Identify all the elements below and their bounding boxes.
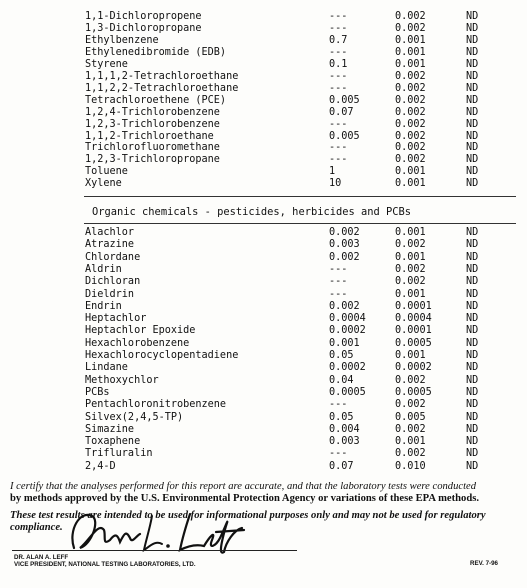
disclaimer-line-1: These test results are intended to be used for informational purposes only and may not be used for regulatory (10, 510, 486, 521)
mcl-value: ND (466, 325, 479, 337)
detected-level: 0.05 (329, 350, 354, 361)
mcl-value: ND (466, 300, 479, 312)
chemical-name: Trichlorofluoromethane (85, 142, 220, 154)
mcl-value: ND (466, 386, 479, 398)
detected-level: 0.002 (329, 251, 360, 263)
detected-level: --- (329, 288, 348, 300)
mcl-value: ND (466, 399, 479, 411)
section-rule-top (84, 196, 516, 197)
chemical-name: 1,3-Dichloropropane (85, 22, 202, 34)
detected-level: 0.07 (329, 460, 354, 472)
detected-level: --- (329, 22, 348, 34)
chemical-name: 2,4-D (85, 460, 116, 472)
mcl-value: ND (466, 374, 479, 386)
chemical-name: 1,2,3-Trichloropropane (85, 154, 220, 166)
chemical-name: Silvex(2,4,5-TP) (85, 411, 184, 423)
mcl-value: ND (466, 94, 479, 106)
certification-line-1: I certify that the analyses performed for this report are accurate, and that the laboratory tests were conducted (10, 481, 477, 492)
table-row (0, 313, 527, 325)
table-row (0, 71, 527, 83)
mcl-value: ND (466, 130, 479, 142)
mcl-value: ND (466, 362, 479, 374)
detected-level: 0.04 (329, 374, 354, 386)
table-row (0, 23, 527, 35)
mcl-value: ND (466, 276, 479, 288)
mcl-value: ND (466, 263, 479, 275)
table-row (0, 59, 527, 71)
table-row (0, 276, 527, 288)
handwritten-signature (66, 500, 266, 560)
chemical-name: Pentachloronitrobenzene (85, 399, 227, 411)
mcl-value: ND (466, 82, 479, 94)
mcl-value: ND (466, 166, 479, 178)
table-row (0, 166, 527, 178)
detection-limit: 0.002 (395, 118, 426, 130)
detection-limit: 0.001 (395, 288, 426, 300)
chemical-name: Chlordane (85, 251, 141, 263)
signer-title: VICE PRESIDENT, NATIONAL TESTING LABORATORIES, LTD. (14, 561, 196, 568)
mcl-value: ND (466, 313, 479, 325)
detection-limit: 0.001 (395, 436, 426, 448)
detection-limit: 0.002 (395, 154, 426, 166)
chemical-name: Atrazine (85, 239, 135, 251)
table-row (0, 350, 527, 362)
chemical-name: PCBs (85, 386, 110, 398)
table-row (0, 11, 527, 23)
chemical-name: Ethylenedibromide (EDB) (85, 46, 227, 58)
table-row (0, 142, 527, 154)
chemical-name: Lindane (85, 362, 128, 374)
table-row (0, 325, 527, 337)
mcl-value: ND (466, 34, 479, 46)
chemical-name: Heptachlor (85, 313, 147, 325)
detected-level: 0.0004 (329, 313, 366, 325)
detection-limit: 0.0004 (395, 313, 432, 325)
detected-level: --- (329, 263, 348, 275)
mcl-value: ND (466, 227, 479, 238)
detection-limit: 0.002 (395, 82, 426, 94)
detected-level: 1 (329, 166, 336, 178)
chemical-name: Tetrachloroethene (PCE) (85, 94, 227, 106)
disclaimer-line-2: compliance. (10, 522, 63, 533)
mcl-value: ND (466, 46, 479, 58)
detection-limit: 0.0001 (395, 300, 432, 312)
detection-limit: 0.001 (395, 166, 426, 178)
detected-level: --- (329, 448, 348, 460)
table-row (0, 387, 527, 399)
chemical-name: Heptachlor Epoxide (85, 325, 196, 337)
detected-level: 0.002 (329, 227, 360, 238)
table-row (0, 375, 527, 387)
detected-level: --- (329, 118, 348, 130)
detection-limit: 0.001 (395, 46, 426, 58)
chemical-name: 1,2,4-Trichlorobenzene (85, 106, 220, 118)
table-row (0, 412, 527, 424)
detected-level: 0.003 (329, 436, 360, 448)
chemical-name: 1,1-Dichloropropene (85, 11, 202, 22)
table-row (0, 35, 527, 47)
detected-level: --- (329, 70, 348, 82)
detection-limit: 0.002 (395, 263, 426, 275)
detected-level: 0.005 (329, 94, 360, 106)
mcl-value: ND (466, 118, 479, 130)
table-row (0, 436, 527, 448)
mcl-value: ND (466, 154, 479, 166)
mcl-value: ND (466, 448, 479, 460)
detection-limit: 0.002 (395, 276, 426, 288)
certification-line-2: by methods approved by the U.S. Environmental Protection Agency or variations of these EPA methods. (10, 493, 479, 504)
table-row (0, 47, 527, 59)
table-row (0, 301, 527, 313)
table-row (0, 83, 527, 95)
table-row (0, 227, 527, 239)
detected-level: --- (329, 154, 348, 166)
table-row (0, 448, 527, 460)
mcl-value: ND (466, 436, 479, 448)
mcl-value: ND (466, 423, 479, 435)
detected-level: 0.7 (329, 34, 348, 46)
table-row (0, 131, 527, 143)
table-row (0, 424, 527, 436)
table-row (0, 338, 527, 350)
detected-level: 0.002 (329, 300, 360, 312)
detected-level: 0.003 (329, 239, 360, 251)
chemical-name: Simazine (85, 423, 135, 435)
signature-line (12, 550, 297, 551)
table-row (0, 107, 527, 119)
chemical-name: Hexachlorocyclopentadiene (85, 350, 239, 361)
table-row (0, 95, 527, 107)
detection-limit: 0.001 (395, 350, 426, 361)
chemical-name: Alachlor (85, 227, 135, 238)
detection-limit: 0.002 (395, 22, 426, 34)
mcl-value: ND (466, 239, 479, 251)
mcl-value: ND (466, 11, 479, 22)
detection-limit: 0.0002 (395, 362, 432, 374)
table-row (0, 264, 527, 276)
detected-level: 0.0002 (329, 362, 366, 374)
detection-limit: 0.001 (395, 178, 426, 190)
table-row (0, 239, 527, 251)
detection-limit: 0.001 (395, 58, 426, 70)
detection-limit: 0.002 (395, 130, 426, 142)
chemical-name: Xylene (85, 178, 122, 190)
table-row (0, 178, 527, 190)
chemical-name: Toxaphene (85, 436, 141, 448)
detected-level: --- (329, 82, 348, 94)
chemical-name: Methoxychlor (85, 374, 159, 386)
detection-limit: 0.002 (395, 374, 426, 386)
mcl-value: ND (466, 58, 479, 70)
chemical-name: 1,1,2,2-Tetrachloroethane (85, 82, 239, 94)
table-row (0, 119, 527, 131)
detected-level: --- (329, 142, 348, 154)
mcl-value: ND (466, 337, 479, 349)
detected-level: 0.004 (329, 423, 360, 435)
detection-limit: 0.010 (395, 460, 426, 472)
mcl-value: ND (466, 106, 479, 118)
detected-level: 0.001 (329, 337, 360, 349)
detection-limit: 0.0001 (395, 325, 432, 337)
chemical-name: 1,1,2-Trichloroethane (85, 130, 214, 142)
chemical-name: 1,2,3-Trichlorobenzene (85, 118, 220, 130)
chemical-name: Trifluralin (85, 448, 153, 460)
signer-name: DR. ALAN A. LEFF (14, 554, 69, 561)
table-row (0, 154, 527, 166)
detection-limit: 0.0005 (395, 337, 432, 349)
detection-limit: 0.005 (395, 411, 426, 423)
detection-limit: 0.002 (395, 239, 426, 251)
detected-level: --- (329, 276, 348, 288)
detection-limit: 0.002 (395, 70, 426, 82)
mcl-value: ND (466, 22, 479, 34)
mcl-value: ND (466, 350, 479, 361)
section-rule-bottom (84, 223, 516, 224)
detected-level: 0.005 (329, 130, 360, 142)
chemical-name: Aldrin (85, 263, 122, 275)
mcl-value: ND (466, 70, 479, 82)
section-title: Organic chemicals - pesticides, herbicides and PCBs (92, 206, 412, 218)
chemical-name: Dichloran (85, 276, 141, 288)
detected-level: --- (329, 399, 348, 411)
detection-limit: 0.002 (395, 11, 426, 22)
table-row (0, 461, 527, 473)
chemical-name: Endrin (85, 300, 122, 312)
chemical-name: 1,1,1,2-Tetrachloroethane (85, 70, 239, 82)
detection-limit: 0.0005 (395, 386, 432, 398)
table-row (0, 362, 527, 374)
chemical-name: Ethylbenzene (85, 34, 159, 46)
detected-level: --- (329, 11, 348, 22)
detection-limit: 0.002 (395, 106, 426, 118)
detection-limit: 0.002 (395, 94, 426, 106)
chemical-name: Hexachlorobenzene (85, 337, 190, 349)
mcl-value: ND (466, 460, 479, 472)
mcl-value: ND (466, 142, 479, 154)
chemical-name: Dieldrin (85, 288, 135, 300)
detection-limit: 0.001 (395, 34, 426, 46)
detection-limit: 0.001 (395, 227, 426, 238)
mcl-value: ND (466, 251, 479, 263)
table-row (0, 399, 527, 411)
detected-level: --- (329, 46, 348, 58)
detection-limit: 0.002 (395, 423, 426, 435)
chemical-name: Styrene (85, 58, 128, 70)
mcl-value: ND (466, 411, 479, 423)
detection-limit: 0.001 (395, 251, 426, 263)
chemical-name: Toluene (85, 166, 128, 178)
detected-level: 0.07 (329, 106, 354, 118)
detection-limit: 0.002 (395, 142, 426, 154)
revision-code: REV. 7-96 (470, 560, 498, 567)
detection-limit: 0.002 (395, 448, 426, 460)
mcl-value: ND (466, 178, 479, 190)
detected-level: 10 (329, 178, 342, 190)
table-row (0, 289, 527, 301)
table-row (0, 252, 527, 264)
mcl-value: ND (466, 288, 479, 300)
detected-level: 0.0005 (329, 386, 366, 398)
detected-level: 0.1 (329, 58, 348, 70)
detected-level: 0.0002 (329, 325, 366, 337)
detection-limit: 0.002 (395, 399, 426, 411)
detected-level: 0.05 (329, 411, 354, 423)
